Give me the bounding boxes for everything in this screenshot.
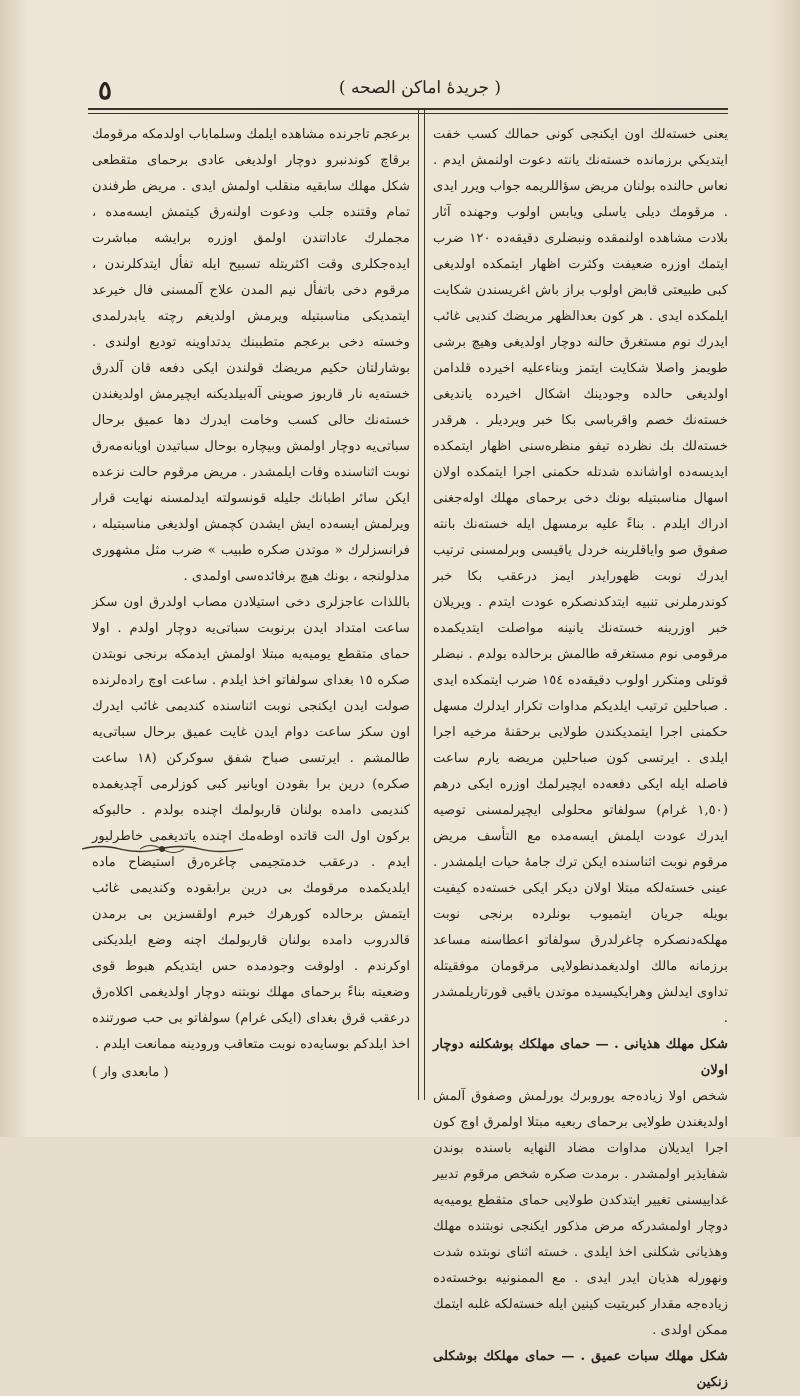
section-heading: شكل مهلك سبات عميق . — حماى مهلكك بوشكلى زنكين: [433, 1349, 728, 1390]
column-divider: [418, 110, 425, 1100]
page-number: ٥: [98, 76, 112, 106]
left-column-paragraph: برعجم تاجرنده مشاهده ايلمك وسلماباب اولدمكه مرقومك برقاچ كوندنبرو دوچار اولديغى عادى برحماى متقطعى شكل مهلك سابقيه منقلب اولمش ايدى . مريض طرفندن تمام وقتنده جلب ودعوت اولنه‌رق كيتمش ايسه‌مده ، مجملرك عاداتندن اولمق اوزره برايشه مباشرت ايده‌جكلرى وقت اكثريتله تسبيح ايله تفأل ايتدكلرندن ، مرقوم دخى باتفأل نيم المدن علاج آلمسنى فال خيرعد ايتمديكى مناسبتيله ويرمش اولديغم رچته يابدرلمدى وخسته دخى برعجم متطببنك يدتداوينه توديع اولندى . بوشارلتان حكيم مريضك قولندن ايكى دفعه قان آلدرق خسته‌يه نار قاربوز صوينى آله‌بيلديكنه ايچيرمش اولديغندن خسته‌نك حالى كسب وخامت ايدرك دها عميق برحال سباتى‌يه دوچار اولمش وبيچاره بوحال سباتيدن اويانه‌مه‌رق نوبت اثناسنده وفات ايلمشدر . مريض مرقوم حالت نزعده ايكن سائر اطبانك جليله قونسولته ايدلمسنه نهايت قرار ويرلمش ايسه‌ده ايش ايشدن كچمش اولديغى مناسبتيله ، فرانسزلرك « موتدن صكره طبيب » ضرب مثل مشهورى مدلولنجه ، بونك هيچ برفائده‌سى اولمدى .: [92, 127, 410, 584]
continuation-note: ( مابعدى وار ): [92, 1065, 169, 1080]
section-heading: شكل مهلك هذيانى . — حماى مهلكك بوشكلنه دوچار اولان: [433, 1037, 728, 1078]
journal-title: ( جريدهٔ اماكن الصحه ): [338, 78, 502, 98]
right-column: [433, 122, 728, 1396]
left-column: [92, 122, 410, 1086]
page-header: [80, 72, 730, 112]
left-column-paragraph: باللذات عاجزلرى دخى استيلادن مصاب اولدرق اون سكز ساعت امتداد ايدن برنوبت سباتى‌يه دوچار اولدم . اولا حماى متقطع يوميه‌يه مبتلا اولمش ايدمكه برنجى نوبتدن صكره ١٥ بغدای سولفاتو اخذ ايلدم . ساعت اوچ راده‌لرنده صولت ايدن ايكنجى نوبت اثناسنده كنديمى غائب ايدرك اون سكز ساعت دوام ايدن غايت عميق برحال سباتى‌يه طالمشم . ايرتسى صباح شفق سوكركن (١٨ ساعت صكره) درين برا بقودن اويانير كبى كوزلرمى آچديغمده كنديمى دامده بولنان قاربولمك اچنده بولدم . حالبوكه بركون اول الت قاتده اوطه‌مك اچنده ياتديغمى خاطرليور ايدم . درعقب خدمتجيمى چاغره‌رق استيضاح ماده ايلديكمده مرقومك بى درين برابقوده وكنديمى غائب ايتمش برحالده كورهرك خبرم اولقسزين بى برمدن قالدروب دامده بولنان قاربولمك اچنه وضع ايلديكنى اوكرندم . اولوقت وجودمده حس ايتديكم هبوط قوى وضعيته بناءً برحماى مهلك نوبتنه دوچار اولديغمى اكلاه‌رق درعقب قرق بغداى (ايكى غرام) سولفاتو بى حب صورتنده اخذ ايلدكم بوسايه‌ده نوبت متعاقب ورودينه ممانعت ايلدم .: [92, 595, 411, 1052]
right-column-paragraph: يعنى خسته‌لك اون ايكنجى كونى حمالك كسب خفت ايتديكي برزمانده خسته‌نك يانته دعوت اولنمش ايدم . نعاس حالنده بولنان مريض سؤاللريمه جواب ويرر ايدى . مرقومك ديلى ياسلى ويابس اولوب وجهنده آثار بلادت مشاهده اولنمقده ونبضلرى دقيقه‌ده ١٢٠ ضرب ايتمك اوزره ضعيفت وكثرت اظهار ايتمكده اولديغى كبى طبيعتى قابض اولوب براز باش اغريسندن شكايت ايلمكده ايدى . هر كون بعدالظهر مريضك كنديى غائب ايدرك نوم مستغرق حالنه دوچار اولديغى وهيچ برشى طويمز واصلا شكايت ايتمز وبناءعليه اخيرده قلدامن اولديغى حالده وجودينك اشكال اخيرده يانديغى خسته‌نك خصم واقرباسى بكا خبر ويرديلر . هرقدر خسته‌لك بك نظرده تيفو منظره‌سنى اظهار ايتمكده ايديسه‌ده اواشانده شدتله حكمنى اجرا ايتمكده اولان اسهال مناسبتيله بونك دخى برحماى مهلك اوله‌جغنى ادراك ايلدم . بناءً عليه برمسهل ايله خسته‌نك بانته صفوق صو واياقلرينه خردل ياقيسى وبرلمسنى ترتيب ايدرك نوبت ظهورايدر ايمز درعقب بكا خبر كوندرملرنى تنبيه ايتدكدنصكره عودت ايتدم . ويريلان خبر اوزرينه خسته‌نك يانينه مواصلت ايتديكمده مرقومى نوم مستغرقه طالمش برحالده بولدم . نبضلر قوتلى ومتكرر اولوب دقيقه‌ده ١٥٤ ضرب ايتمكده ايدى . صباحلين ترتيب ايلديكم مداوات تكرار ايدلرك مسهل حكمنى اجرا ايتمديكندن طولايى برحقنهٔ مرخيه اجرا ايلدى . ايرتسى كون صباحلين مريضه يارم ساعت فاصله ايله ايكى دفعه‌ده ايچيرلمك اوزره ايكى درهم (١,٥٠ غرام) سولفاتو محلولى ايچيرلمسنى توصيه ايدرك عودت ايلمش ايسه‌مده مع التأسف مريض مرقوم نوبت اثناسنده ايكن ترك جامهٔ حيات ايلمشدر . عينى خسته‌لكه مبتلا اولان ديكر ايكى خسته‌ده كيفيت بويله جريان ايتميوب بونلرده برنجى نوبت مهلكه‌دنصكره چاغرلدرق سولفاتو اعطاسنه مساعد برزمانه مالك اولديغمدنطولايى مرقومان موفقيتله تداوى ايدلش وهرايكيسيده موتدن ياقيى قورتاريلمشدر .: [433, 127, 728, 1026]
ornament-divider: [80, 842, 245, 856]
two-column-frame: [88, 108, 728, 1390]
right-column-paragraph: شخص اولا زياده‌جه يوروبرك يورلمش وصفوق آلمش اولديغندن طولايى برحماى ربعيه مبتلا اولمرق اوچ كون اجرا ايديلان مداوات مضاد النهايه باسنده بوندن شفايذير اولمشدر . برمدت صكره شخص مرقوم تدبير غداييسنى تغيير ايتدكدن طولايى حماى متقطع يوميه‌يه دوچار اولمشدركه مرض مذكور ايكنجى نوبتنده مهلك وهذيانى شكلنى اخذ ايلدى . خسته اثناى نوبتده شدت ونهورله هذيان ايدر ايدى . مع الممنونيه بوخسته‌ده زياده‌جه مقدار كبريتيت كينين ايله خسته‌لكه غلبه ايتمك ممكن اولدى .: [433, 1089, 728, 1338]
